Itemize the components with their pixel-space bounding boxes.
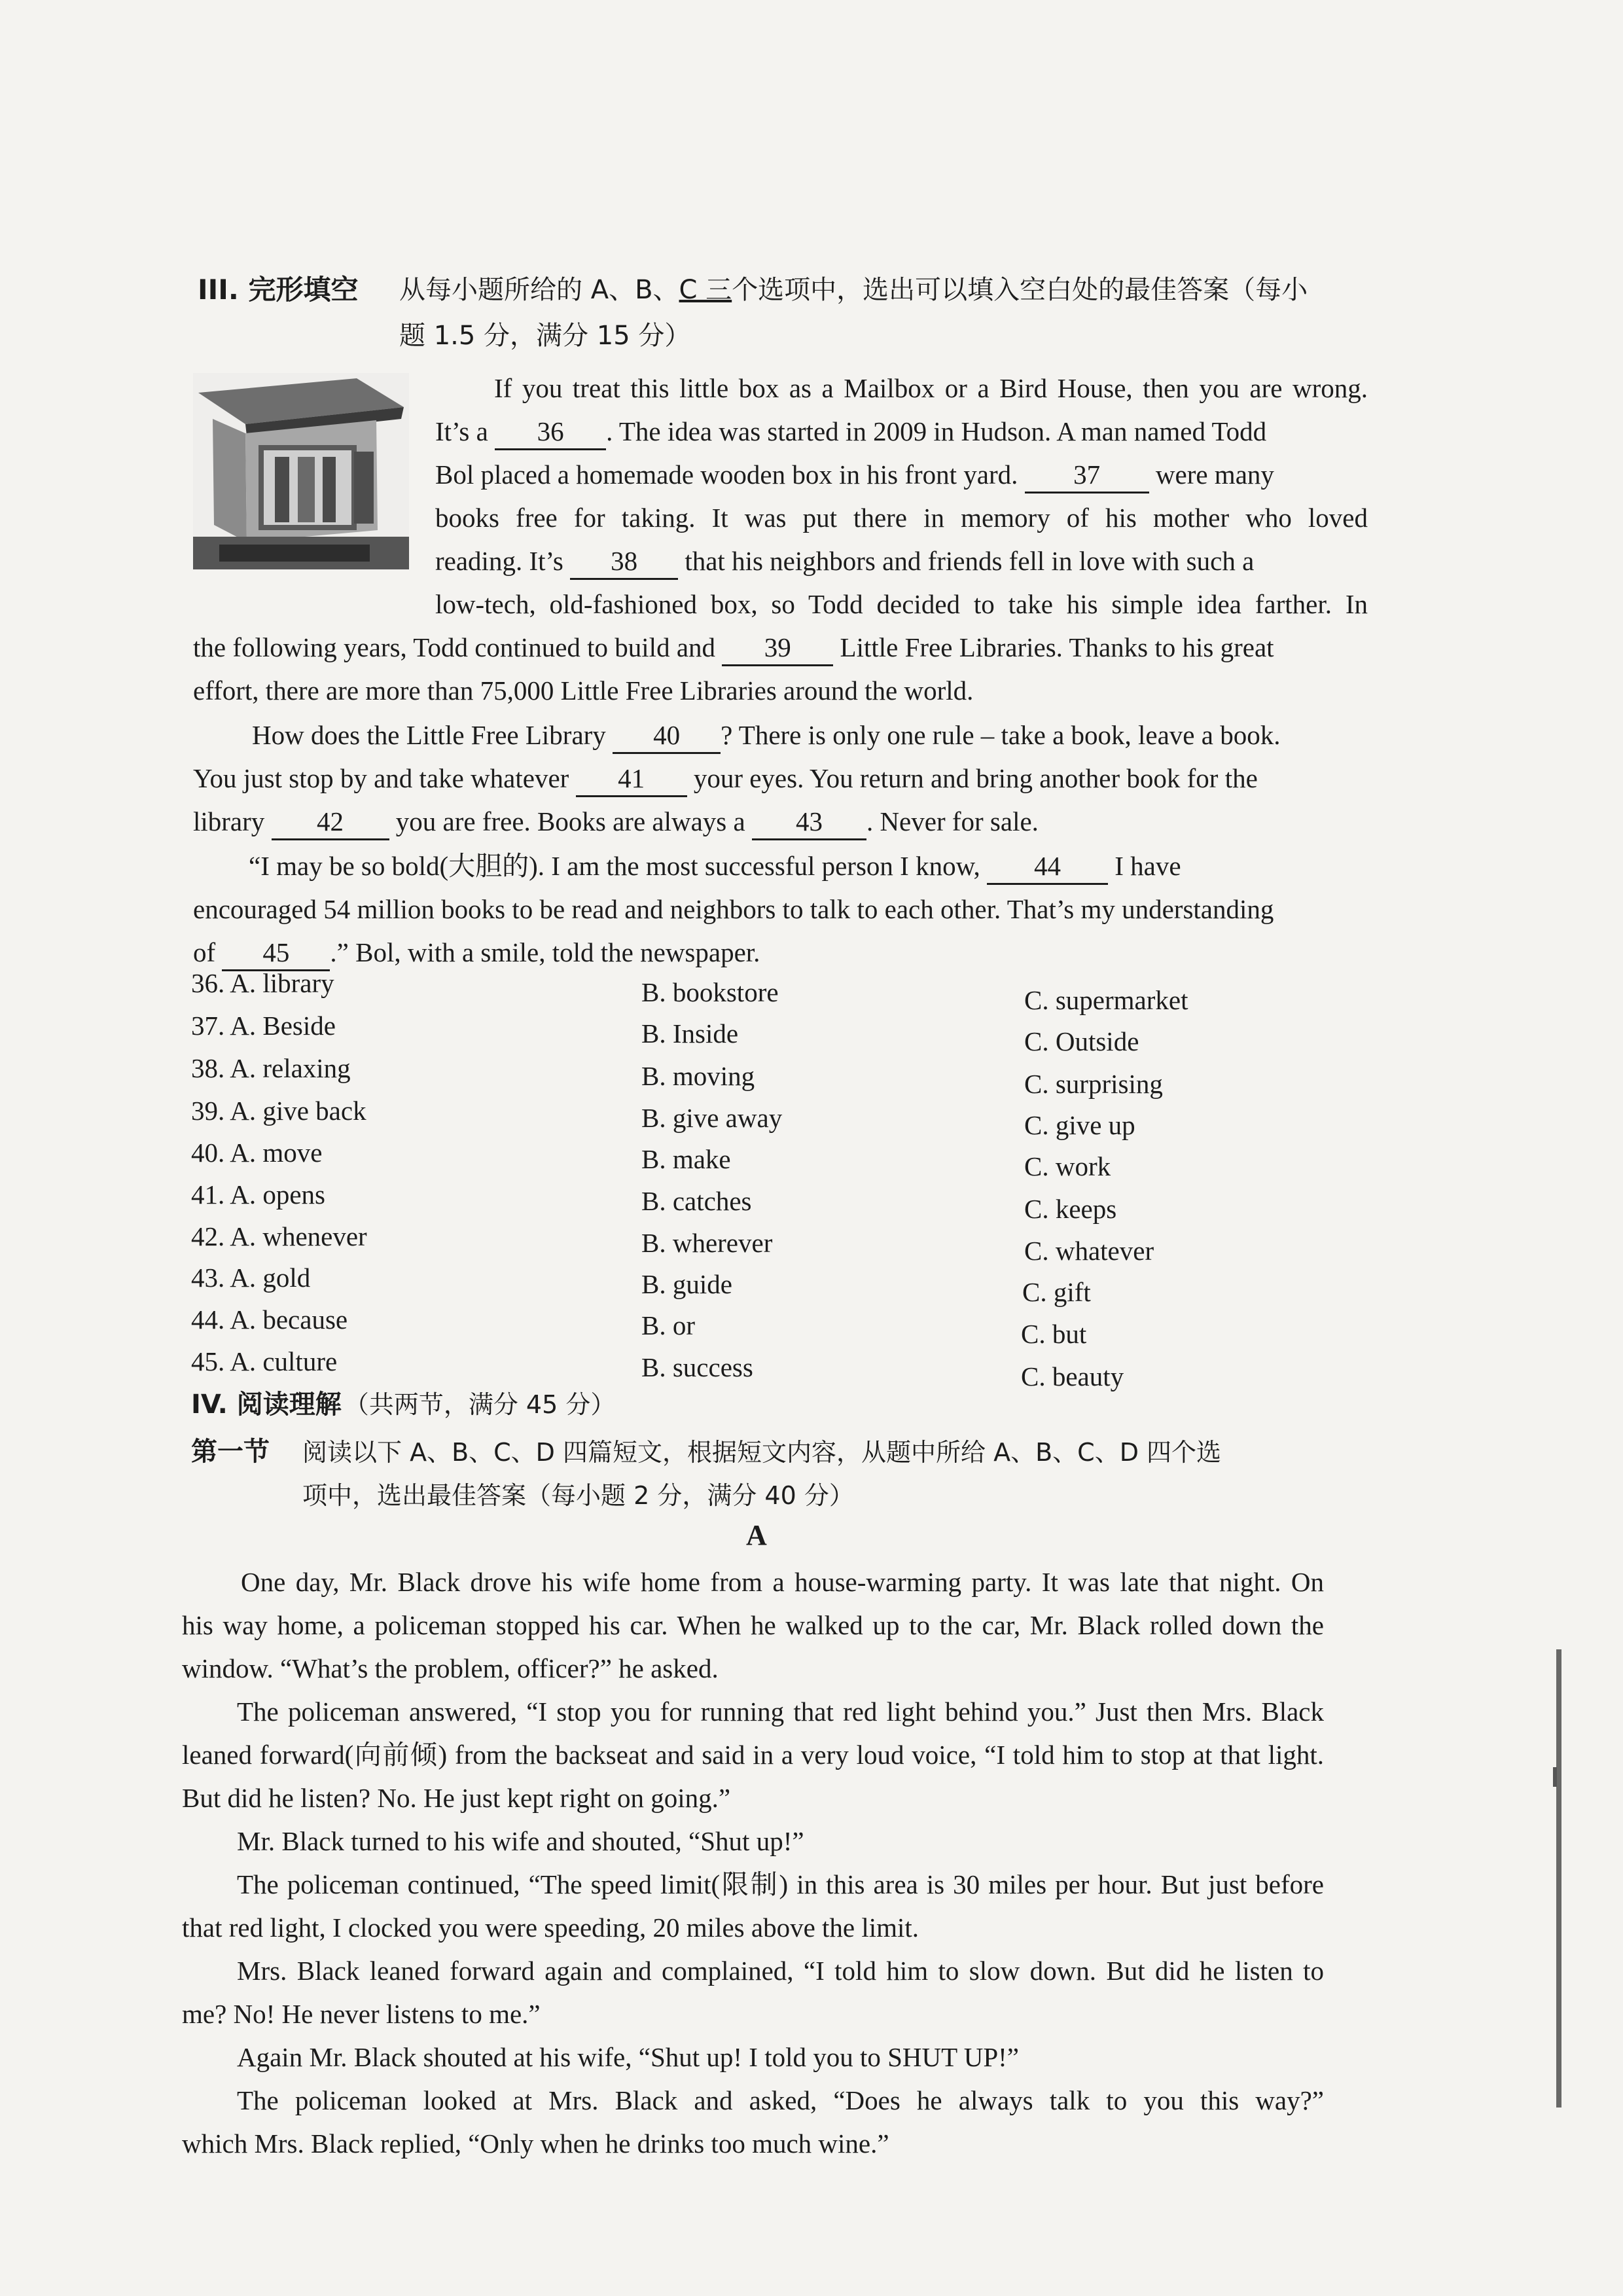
cloze-line: reading. It’s 38 that his neighbors and friends fell in love with such a [435,539,1368,583]
option-41-a[interactable]: 41. A. opens [191,1179,325,1210]
cloze-line: You just stop by and take whatever 41 your eyes. You return and bring another book for the [193,757,1368,800]
passage-line: The policeman answered, “I stop you for running that red light behind you.” Just then Mrs. Black [237,1696,1324,1727]
little-free-library-image [193,373,409,569]
passage-line: me? No! He never listens to me.” [182,1999,541,2029]
option-45-c[interactable]: C. beauty [1021,1361,1124,1391]
passage-line: One day, Mr. Black drove his wife home from a house-warming party. It was late that night. On [241,1567,1324,1597]
option-43-b[interactable]: B. guide [641,1269,732,1299]
part-1-title: 第一节 [191,1437,270,1467]
option-38-c[interactable]: C. surprising [1024,1069,1163,1099]
option-42-a[interactable]: 42. A. whenever [191,1221,367,1251]
cloze-line: low-tech, old-fashioned box, so Todd decided to take his simple idea farther. In [435,589,1368,619]
section-3-instruction: 从每小题所给的 A、B、C 三个选项中，选出可以填入空白处的最佳答案（每小 题 1.5 分，满分 15 分） [399,275,1308,351]
passage-line: Mrs. Black leaned forward again and complained, “I told him to slow down. But did he listen to [237,1956,1324,1986]
blank-40: 40 [613,718,721,754]
cloze-line: How does the Little Free Library 40 ? There is only one rule – take a book, leave a book. [252,713,1368,757]
passage-line: But did he listen? No. He just kept right on going.” [182,1783,731,1813]
blank-41: 41 [576,761,687,797]
blank-45: 45 [222,935,330,971]
option-38-a[interactable]: 38. A. relaxing [191,1053,351,1083]
option-44-b[interactable]: B. or [641,1310,695,1340]
option-44-c[interactable]: C. but [1021,1319,1087,1349]
passage-line: which Mrs. Black replied, “Only when he drinks too much wine.” [182,2128,889,2159]
option-37-b[interactable]: B. Inside [641,1018,739,1049]
cloze-line: of 45 .” Bol, with a smile, told the newspaper. [193,931,1368,974]
option-37-c[interactable]: C. Outside [1024,1026,1139,1056]
cloze-line: encouraged 54 million books to be read and neighbors to talk to each other. That’s my understanding [193,894,1274,924]
option-45-b[interactable]: B. success [641,1352,753,1382]
cloze-line: Bol placed a homemade wooden box in his front yard. 37 were many [435,453,1368,496]
blank-43: 43 [752,804,866,840]
option-41-c[interactable]: C. keeps [1024,1194,1117,1224]
section-3-title: III. 完形填空 [198,274,359,306]
option-40-a[interactable]: 40. A. move [191,1138,323,1168]
blank-42: 42 [272,804,389,840]
option-42-b[interactable]: B. wherever [641,1228,773,1258]
section-4-subtitle: （共两节，满分 45 分） [344,1390,616,1419]
option-36-b[interactable]: B. bookstore [641,977,779,1007]
passage-line: leaned forward(向前倾) from the backseat and said in a very loud voice, “I told him to stop at that light. [182,1740,1324,1770]
blank-44: 44 [987,849,1108,885]
blank-37: 37 [1025,457,1149,493]
option-44-a[interactable]: 44. A. because [191,1304,348,1335]
blank-36: 36 [495,414,606,450]
cloze-line: effort, there are more than 75,000 Little Free Libraries around the world. [193,675,974,706]
option-40-c[interactable]: C. work [1024,1151,1111,1181]
option-40-b[interactable]: B. make [641,1144,731,1174]
scan-edge-mark [1553,1767,1557,1787]
passage-line: The policeman looked at Mrs. Black and asked, “Does he always talk to you this way?” [237,2085,1324,2115]
passage-line: that red light, I clocked you were speeding, 20 miles above the limit. [182,1912,919,1943]
scan-edge-shadow [1556,1649,1561,2108]
passage-line: his way home, a policeman stopped his car. When he walked up to the car, Mr. Black rolled down the [182,1610,1324,1640]
cloze-line: If you treat this little box as a Mailbox or a Bird House, then you are wrong. [494,373,1368,403]
cloze-line: library 42 you are free. Books are always a 43 . Never for sale. [193,800,1368,843]
underlined-option-c: C 三 [679,275,732,305]
cloze-line: books free for taking. It was put there in memory of his mother who loved [435,503,1368,533]
option-39-b[interactable]: B. give away [641,1103,783,1133]
passage-a-label: A [746,1519,767,1551]
option-41-b[interactable]: B. catches [641,1186,752,1216]
section-4-heading [191,1386,615,1429]
passage-line: Again Mr. Black shouted at his wife, “Shut up! I told you to SHUT UP!” [237,2042,1019,2072]
passage-line: Mr. Black turned to his wife and shouted, “Shut up!” [237,1826,804,1856]
cloze-line: “I may be so bold(大胆的). I am the most successful person I know, 44 I have [249,844,1368,888]
option-45-a[interactable]: 45. A. culture [191,1346,338,1376]
blank-38: 38 [570,544,678,580]
option-42-c[interactable]: C. whatever [1024,1236,1154,1266]
blank-39: 39 [722,630,833,666]
option-43-a[interactable]: 43. A. gold [191,1263,311,1293]
section-4-title: IV. 阅读理解 [191,1390,342,1420]
option-38-b[interactable]: B. moving [641,1061,755,1091]
library-box-illustration [193,373,409,569]
option-37-a[interactable]: 37. A. Beside [191,1011,336,1041]
option-36-a[interactable]: 36. A. library [191,968,334,998]
option-43-c[interactable]: C. gift [1022,1277,1091,1307]
cloze-line: It’s a 36 . The idea was started in 2009 in Hudson. A man named Todd [435,410,1368,453]
option-36-c[interactable]: C. supermarket [1024,985,1188,1015]
option-39-a[interactable]: 39. A. give back [191,1096,366,1126]
option-39-c[interactable]: C. give up [1024,1110,1135,1140]
cloze-line: the following years, Todd continued to build and 39 Little Free Libraries. Thanks to his great [193,626,1368,669]
passage-line: The policeman continued, “The speed limit(限制) in this area is 30 miles per hour. But just before [237,1869,1324,1899]
part-1-instruction: 阅读以下 A、B、C、D 四篇短文，根据短文内容，从题中所给 A、B、C、D 四个选 项中，选出最佳答案（每小题 2 分，满分 40 分） [302,1438,1222,1510]
passage-line: window. “What’s the problem, officer?” he asked. [182,1653,719,1683]
